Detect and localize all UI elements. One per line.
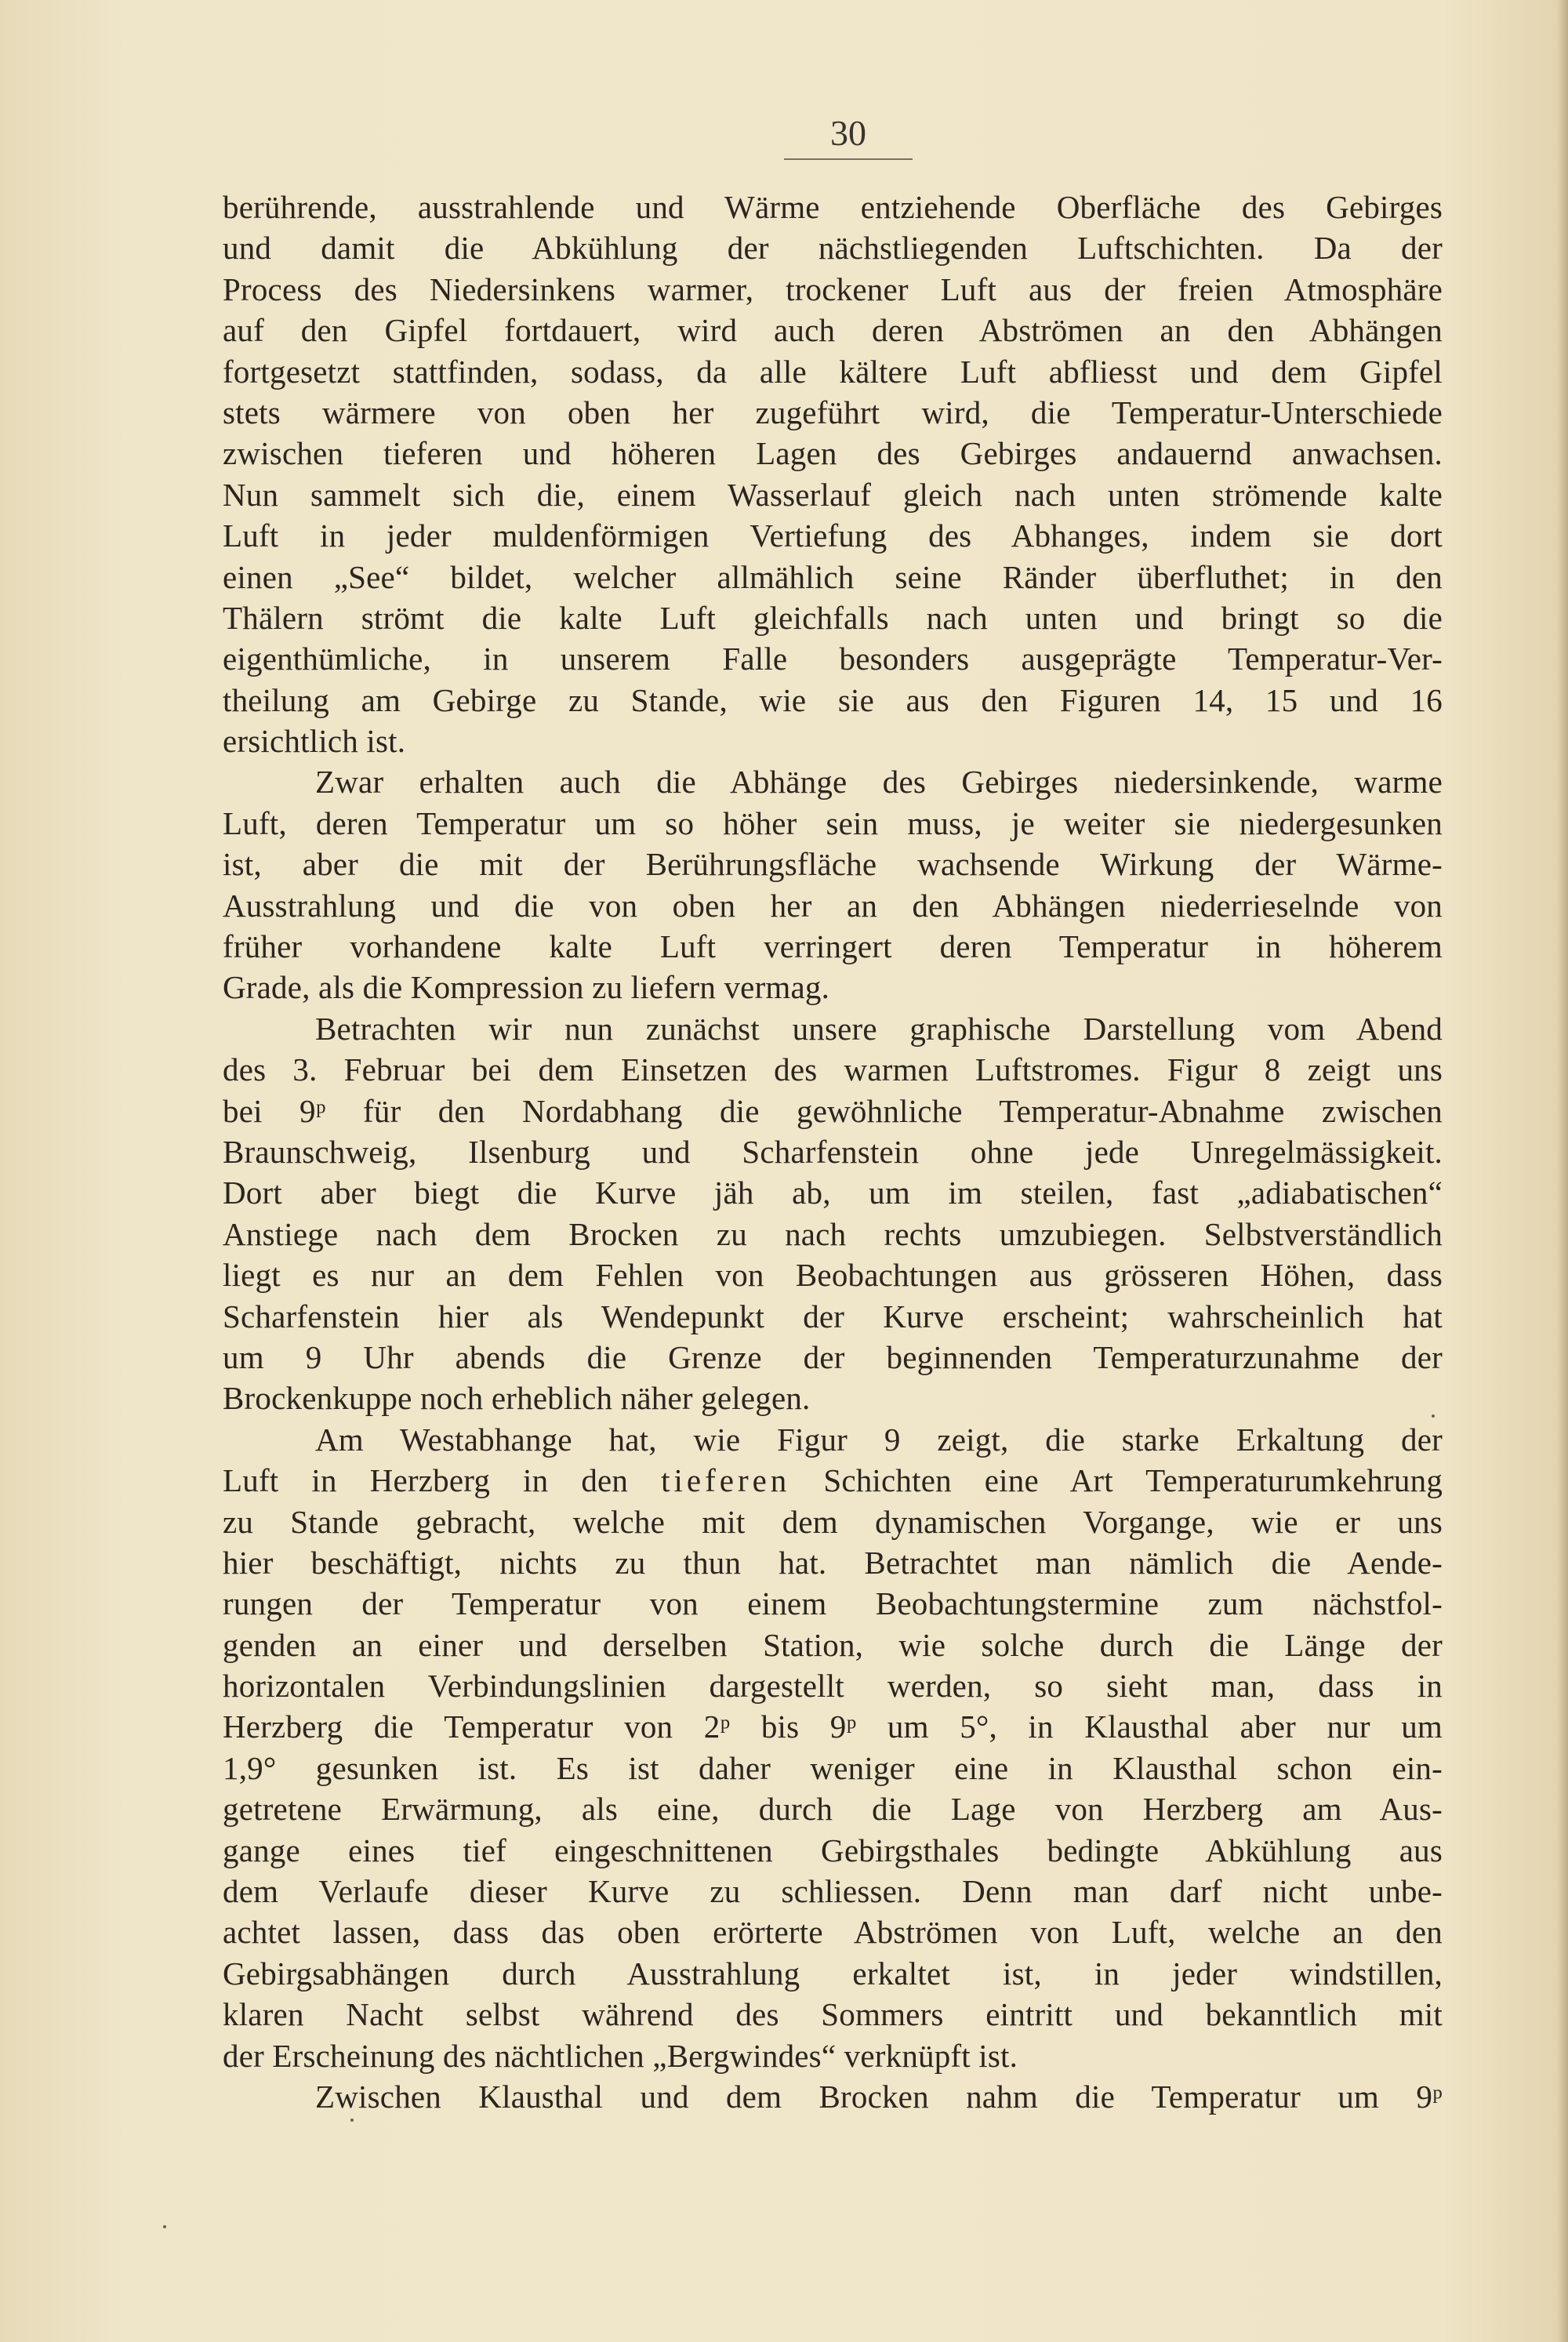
text-line: Thälern strömt die kalte Luft gleichfalls nach unten und bringt so die — [223, 599, 1443, 636]
text-fragment: Schichten eine Art Temperaturumkehrung — [823, 1462, 1443, 1499]
paper-speck — [350, 2119, 354, 2122]
text-line: Luft in jeder muldenförmigen Vertiefung des Abhanges, indem sie dort — [223, 517, 1443, 554]
text-line: dem Verlaufe dieser Kurve zu schliessen. Denn man darf nicht unbe- — [223, 1873, 1443, 1910]
text-line: Scharfenstein hier als Wendepunkt der Kurve erscheint; wahrscheinlich hat — [223, 1298, 1443, 1334]
text-line: des 3. Februar bei dem Einsetzen des warmen Luftstromes. Figur 8 zeigt uns — [223, 1051, 1443, 1088]
paper-speck — [1432, 1414, 1435, 1418]
text-line: getretene Erwärmung, als eine, durch die Lage von Herzberg am Aus- — [223, 1791, 1443, 1828]
text-line: theilung am Gebirge zu Stande, wie sie aus den Figuren 14, 15 und 16 — [223, 681, 1443, 718]
text-line: Zwar erhalten auch die Abhänge des Gebirges niedersinkende, warme — [315, 764, 1443, 801]
text-line: Braunschweig, Ilsenburg und Scharfenstein ohne jede Unregelmässigkeit. — [223, 1133, 1443, 1170]
text-line: Nun sammelt sich die, einem Wasserlauf gleich nach unten strömende kalte — [223, 476, 1443, 513]
text-line: Am Westabhange hat, wie Figur 9 zeigt, die starke Erkaltung der — [315, 1421, 1443, 1458]
text-line: zwischen tieferen und höheren Lagen des Gebirges andauernd anwachsen. — [223, 435, 1443, 472]
text-fragment: Luft in Herzberg in den — [223, 1462, 629, 1499]
text-line: früher vorhandene kalte Luft verringert deren Temperatur in höherem — [223, 928, 1443, 965]
text-line: Zwischen Klausthal und dem Brocken nahm die Temperatur um 9ᵖ — [315, 2078, 1443, 2115]
text-line-with-emphasis — [223, 1460, 1443, 1501]
text-line: ist, aber die mit der Berührungsfläche wachsende Wirkung der Wärme- — [223, 846, 1443, 883]
text-line: Betrachten wir nun zunächst unsere graphische Darstellung vom Abend — [315, 1010, 1443, 1047]
text-line: Ausstrahlung und die von oben her an den Abhängen niederrieselnde von — [223, 887, 1443, 924]
body-text — [223, 187, 1443, 2117]
text-line: bei 9ᵖ für den Nordabhang die gewöhnliche Temperatur-Abnahme zwischen — [223, 1092, 1443, 1129]
text-line: achtet lassen, dass das oben erörterte Abströmen von Luft, welche an den — [223, 1914, 1443, 1951]
text-line: und damit die Abkühlung der nächstliegenden Luftschichten. Da der — [223, 230, 1443, 267]
text-line: Anstiege nach dem Brocken zu nach rechts umzubiegen. Selbstverständlich — [223, 1215, 1443, 1252]
text-line: ersichtlich ist. — [223, 723, 406, 760]
spaced-emphasis: tieferen — [661, 1462, 791, 1499]
text-line: Herzberg die Temperatur von 2ᵖ bis 9ᵖ um 5°, in Klausthal aber nur um — [223, 1708, 1443, 1745]
paper-speck — [163, 2225, 166, 2228]
text-line: eigenthümliche, in unserem Falle besonders ausgeprägte Temperatur-Ver- — [223, 641, 1443, 677]
text-line: Grade, als die Kompression zu liefern vermag. — [223, 969, 830, 1006]
page-edge-shadow — [1557, 0, 1568, 2342]
text-line: horizontalen Verbindungslinien dargestellt werden, so sieht man, dass in — [223, 1668, 1443, 1705]
text-line: einen „See“ bildet, welcher allmählich seine Ränder überfluthet; in den — [223, 558, 1443, 595]
text-line: um 9 Uhr abends die Grenze der beginnenden Temperaturzunahme der — [223, 1338, 1443, 1375]
text-line: zu Stande gebracht, welche mit dem dynamischen Vorgange, wie er uns — [223, 1503, 1443, 1540]
text-line: der Erscheinung des nächtlichen „Bergwindes“ verknüpft ist. — [223, 2037, 1018, 2074]
text-line: fortgesetzt stattfinden, sodass, da alle kältere Luft abfliesst und dem Gipfel — [223, 353, 1443, 390]
text-line: hier beschäftigt, nichts zu thun hat. Betrachtet man nämlich die Aende- — [223, 1544, 1443, 1581]
text-line: 1,9° gesunken ist. Es ist daher weniger eine in Klausthal schon ein- — [223, 1749, 1443, 1786]
page-number-rule — [784, 158, 913, 160]
text-line: Dort aber biegt die Kurve jäh ab, um im steilen, fast „adiabatischen“ — [223, 1175, 1443, 1211]
text-line: Luft, deren Temperatur um so höher sein muss, je weiter sie niedergesunken — [223, 804, 1443, 841]
text-line: auf den Gipfel fortdauert, wird auch deren Abströmen an den Abhängen — [223, 312, 1443, 349]
text-line: genden an einer und derselben Station, wie solche durch die Länge der — [223, 1626, 1443, 1663]
text-line: rungen der Temperatur von einem Beobachtungstermine zum nächstfol- — [223, 1585, 1443, 1622]
text-line: klaren Nacht selbst während des Sommers eintritt und bekanntlich mit — [223, 1996, 1443, 2033]
text-line: Gebirgsabhängen durch Ausstrahlung erkaltet ist, in jeder windstillen, — [223, 1955, 1443, 1992]
page-number: 30 — [830, 113, 866, 153]
text-line: berührende, ausstrahlende und Wärme entziehende Oberfläche des Gebirges — [223, 189, 1443, 225]
text-line: stets wärmere von oben her zugeführt wird, die Temperatur-Unterschiede — [223, 394, 1443, 430]
text-line: gange eines tief eingeschnittenen Gebirgsthales bedingte Abkühlung aus — [223, 1832, 1443, 1868]
text-line: Brockenkuppe noch erheblich näher gelegen. — [223, 1380, 811, 1417]
text-line: liegt es nur an dem Fehlen von Beobachtungen aus grösseren Höhen, dass — [223, 1257, 1443, 1294]
text-line: Process des Niedersinkens warmer, trockener Luft aus der freien Atmosphäre — [223, 271, 1443, 307]
